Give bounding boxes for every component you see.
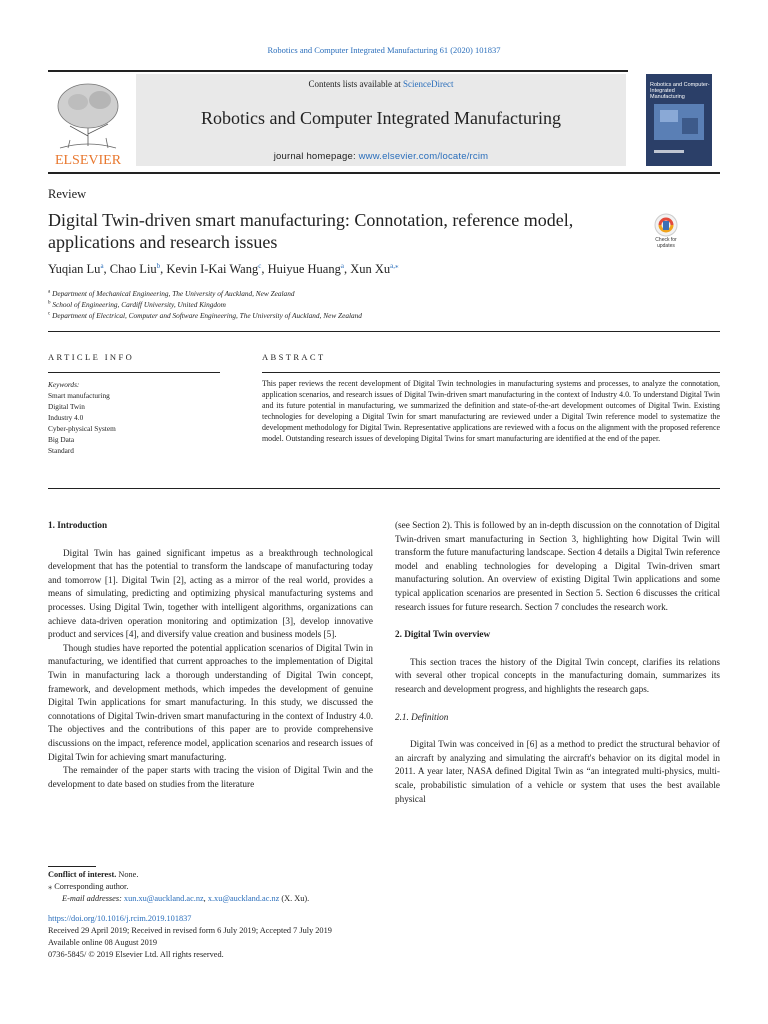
abstract-bottom-rule <box>48 488 720 489</box>
conflict-of-interest: Conflict of interest. None. <box>48 870 139 879</box>
journal-reference[interactable]: Robotics and Computer Integrated Manufacturing 61 (2020) 101837 <box>267 45 501 55</box>
check-for-updates-badge[interactable] <box>648 212 684 250</box>
abstract-rule <box>262 372 720 373</box>
footnote-rule <box>48 866 96 867</box>
cover-art-icon <box>646 74 712 166</box>
left-column <box>48 519 373 791</box>
intro-heading: 1. Introduction <box>48 520 108 530</box>
header-rule <box>48 70 628 72</box>
email-link-2[interactable]: x.xu@auckland.ac.nz <box>207 894 280 903</box>
banner-rule <box>48 172 720 174</box>
intro-paragraph-1: Digital Twin has gained significant impetus as a breakthrough technological development that has the potential to transform the landscape of manufacturing today and tomorrow [1]. Digital Twin [2], acting as a mirror of the real world, provides a means of simulating, predicting and optimizing physical manufacturing systems and processes. Using Digital Twin, together with intelligent algorithms, organizations can achieve data-driven operation monitoring and optimization [3], develop innovative product and services [4], and diversify value creation and business models [5]. <box>48 547 373 640</box>
intro-paragraph-2: Though studies have reported the potential application scenarios of Digital Twin in manufacturing, we identified that current approaches to the implementation of Digital Twin in manufacturing lack a thorough understanding of Digital Twin concept, framework, and development methods, which impedes the development of genuine Digital Twin applications for smart manufacturing. In this study, we discussed the connotations of Digital Twin-driven smart manufacturing in the context of Industry 4.0. The objectives and the contributions of this paper are to provide comprehensive discussions on the impact, reference model, application scenarios and research issues of Digital Twin for achieving smart manufacturing. <box>48 642 373 762</box>
keywords-block <box>48 379 116 456</box>
author-3[interactable]: Kevin I-Kai Wang$^c$ <box>166 262 262 277</box>
intro-paragraph-3: The remainder of the paper starts with tracing the vision of Digital Twin and the development to date based on studies from the literature <box>48 765 373 789</box>
affiliation-b: $^b$ School of Engineering, Cardiff University, United Kingdom <box>48 300 226 309</box>
definition-paragraph: Digital Twin was conceived in [6] as a method to predict the structural behavior of an aircraft by analyzing and simulating the aircraft's behavior on its digital model in 2011. A year later, NASA defined Digital Twin as “an integrated multi-physics, multi-scale, probabilistic simulation of a vehicle or system that uses the best available physical <box>395 739 720 804</box>
keywords-label: Keywords: <box>48 380 80 389</box>
article-info-heading: ARTICLE INFO <box>48 352 135 362</box>
elsevier-logo <box>48 76 128 168</box>
intro-continuation: (see Section 2). This is followed by an in-depth discussion on the connotation of Digital Twin-driven smart manufacturing in Section 3, highlighting how Digital Twin will transform the future manufacturing landscape. Section 4 details a Digital Twin reference model and enabling technologies for developing a Digital Twin-driven smart manufacturing solution. An overview of existing Digital Twin applications and some typical application scenarios are presented in Section 5. Section 6 discusses the critical research issues for future research. Section 7 concludes the research work. <box>395 520 720 612</box>
author-4[interactable]: Huiyue Huang$^a$ <box>267 262 344 277</box>
doi-link[interactable]: https://doi.org/10.1016/j.rcim.2019.101837 <box>48 914 192 923</box>
keyword-item: Cyber-physical System <box>48 424 116 433</box>
keyword-item: Industry 4.0 <box>48 413 84 422</box>
definition-heading: 2.1. Definition <box>395 711 449 722</box>
contents-availability <box>136 79 626 89</box>
article-info-rule <box>48 372 220 373</box>
affiliation-a: $^a$ Department of Mechanical Engineering, The University of Auckland, New Zealand <box>48 289 295 298</box>
journal-banner <box>136 74 626 166</box>
homepage-link[interactable]: www.elsevier.com/locate/rcim <box>358 151 489 162</box>
article-type: Review <box>48 187 87 201</box>
elsevier-tree-icon <box>48 76 128 168</box>
sciencedirect-link[interactable]: ScienceDirect <box>403 79 454 89</box>
journal-title: Robotics and Computer Integrated Manufacturing <box>201 108 561 128</box>
author-1[interactable]: Yuqian Lu$^a$ <box>48 262 104 277</box>
author-2[interactable]: Chao Liu$^b$ <box>109 262 161 277</box>
email-link-1[interactable]: xun.xu@auckland.ac.nz <box>123 894 204 903</box>
abstract-text: This paper reviews the recent development of Digital Twin technologies in manufacturing systems and processes, to analyze the connotation, application scenarios, and research issues of Digital Twin-driven smart manufacturing in the context of Industry 4.0. To understand Digital Twin and its future potential in manufacturing, we summarized the definition and state-of-the-art development outcomes of Digital Twin. Existing technologies for developing a Digital Twin for smart manufacturing are reviewed under a Digital Twin reference model to systematize the development methodology for Digital Twin. Representative applications are reviewed with a focus on the alignment with the proposed reference model. Outstanding research issues of developing Digital Twins for smart manufacturing are identified at the end of the paper. <box>262 379 720 444</box>
email-addresses: E-mail addresses: xun.xu@auckland.ac.nz, x.xu@auckland.ac.nz (X. Xu). <box>62 894 310 903</box>
journal-homepage <box>136 151 626 162</box>
journal-cover-thumbnail[interactable] <box>646 74 712 166</box>
right-column <box>395 519 720 806</box>
keyword-item: Digital Twin <box>48 402 85 411</box>
affiliation-rule <box>48 331 720 332</box>
author-5[interactable]: Xun $Xu^{a,⁎}$ <box>350 262 399 277</box>
keyword-item: Standard <box>48 446 74 455</box>
keyword-item: Big Data <box>48 435 75 444</box>
corresponding-author-note: ⁎ Corresponding author. <box>48 882 129 891</box>
contents-prefix: Contents lists available at <box>308 79 403 89</box>
check-updates-label: Check for updates <box>655 237 677 249</box>
available-online: Available online 08 August 2019 <box>48 938 158 947</box>
keyword-item: Smart manufacturing <box>48 391 110 400</box>
copyright-line: 0736-5845/ © 2019 Elsevier Ltd. All rights reserved. <box>48 950 224 959</box>
abstract-heading: ABSTRACT <box>262 352 326 362</box>
article-title: Digital Twin-driven smart manufacturing: Connotation, reference model, applications and research issues <box>48 210 574 252</box>
author-list: Yuqian Lu$^a$, Chao Liu$^b$, Kevin I-Kai Wang$^c$, Huiyue Huang$^a$, Xun $Xu^{a,⁎}$ <box>48 262 399 277</box>
homepage-prefix: journal homepage: <box>273 151 359 162</box>
cover-title: Robotics and Computer-Integrated Manufacturing <box>650 82 710 100</box>
overview-heading: 2. Digital Twin overview <box>395 629 491 640</box>
received-dates: Received 29 April 2019; Received in revised form 6 July 2019; Accepted 7 July 2019 <box>48 926 332 935</box>
affiliation-c: $^c$ Department of Electrical, Computer and Software Engineering, The University of Auckland, New Zealand <box>48 311 362 320</box>
publisher-name: ELSEVIER <box>54 153 122 168</box>
overview-paragraph: This section traces the history of the Digital Twin concept, clarifies its relations with several other tropical concepts in the manufacturing domain, summarizes its research and development progress, and highlights the research gaps. <box>395 656 720 694</box>
